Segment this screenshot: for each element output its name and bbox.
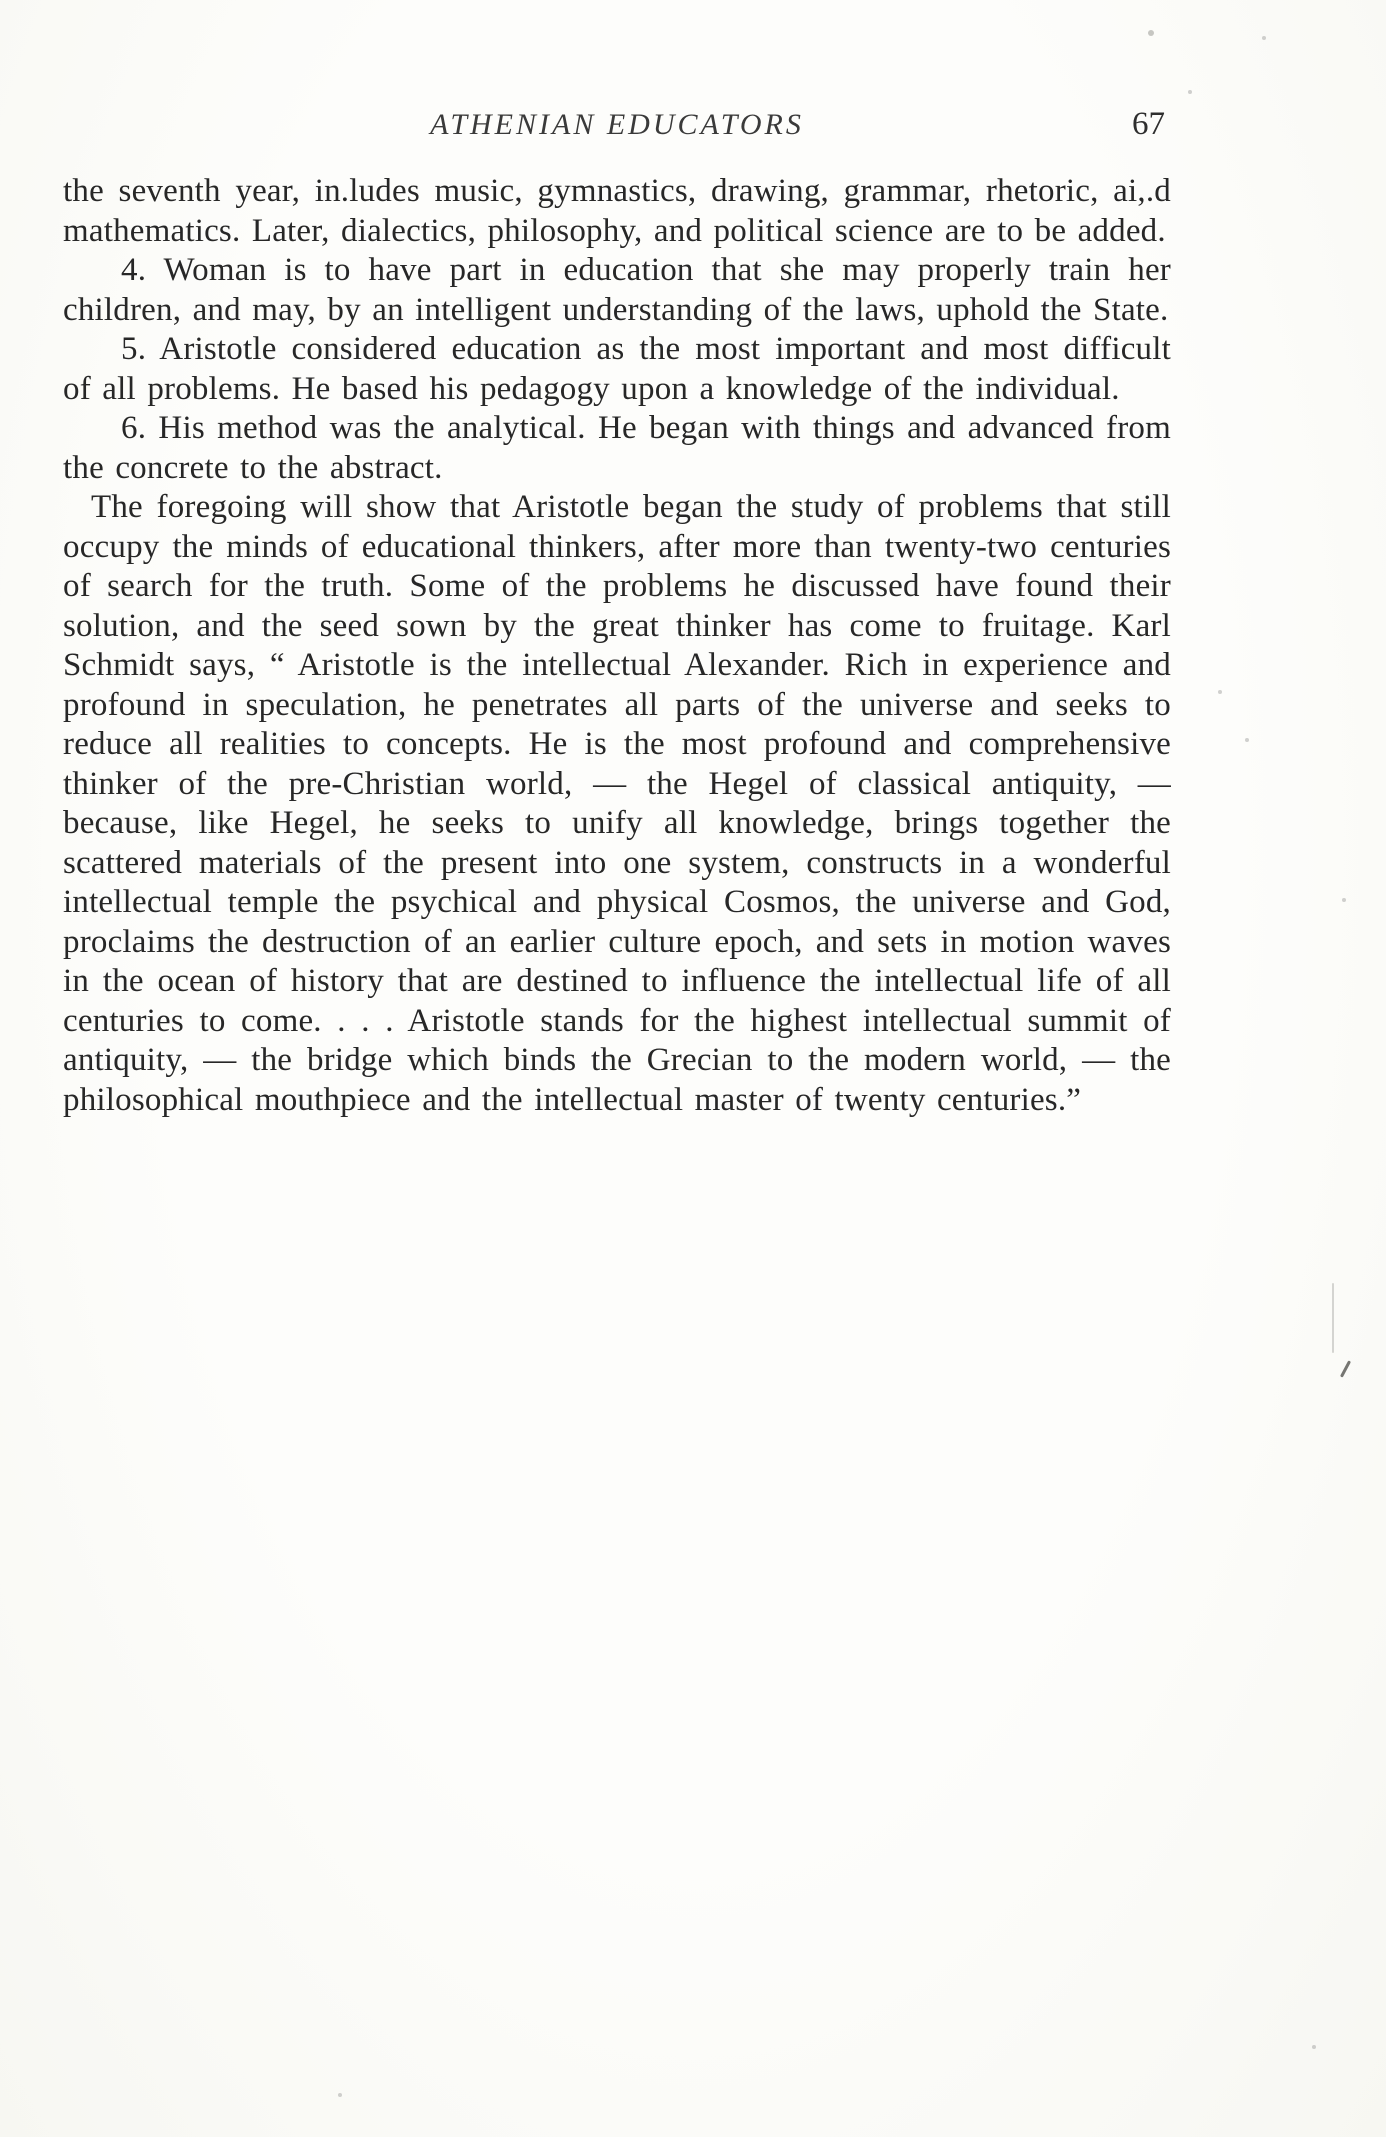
- scan-mark-bottom-left: [338, 2093, 342, 2097]
- page-body-text: [63, 172, 1171, 1120]
- page-number: 67: [1132, 106, 1165, 142]
- paragraph-continuation: the seventh year, in.ludes music, gymnastics, drawing, grammar, rhetoric, ai,.d mathematics. Later, dialectics, philosophy, and political science are to be added.: [63, 173, 1171, 249]
- scan-mark-top-right-1: [1148, 30, 1154, 36]
- paragraph-point-4: 4. Woman is to have part in education that she may properly train her children, and may, by an intelligent understanding of the laws, uphold the State.: [63, 252, 1171, 328]
- paragraph-point-5: 5. Aristotle considered education as the most important and most difficult of all problems. He based his pedagogy upon a knowledge of the individual.: [63, 331, 1171, 407]
- scan-mark-margin-dot-2: [1245, 738, 1249, 742]
- scan-mark-top-right-3: [1188, 90, 1192, 94]
- scan-mark-pencil-tick: [1340, 1360, 1351, 1377]
- paragraph-summary: The foregoing will show that Aristotle began the study of problems that still occupy the minds of educational thinkers, after more than twenty-two centuries of search for the truth. Some of the problems he discussed have found their solution, and the seed sown by the great thinker has come to fruitage. Karl Schmidt says, “ Aristotle is the intellectual Alexander. Rich in experience and profound in speculation, he penetrates all parts of the universe and seeks to reduce all realities to concepts. He is the most profound and comprehensive thinker of the pre-Christian world, — the Hegel of classical antiquity, — because, like Hegel, he seeks to unify all knowledge, brings together the scattered materials of the present into one system, constructs in a wonderful intellectual temple the psychical and physical Cosmos, the universe and God, proclaims the destruction of an earlier culture epoch, and sets in motion waves in the ocean of history that are destined to influence the intellectual life of all centuries to come. . . . Aristotle stands for the highest intellectual summit of antiquity, — the bridge which binds the Grecian to the modern world, — the philosophical mouthpiece and the intellectual master of twenty centuries.”: [63, 489, 1171, 1118]
- scan-mark-margin-dot-1: [1218, 690, 1222, 694]
- scan-mark-bottom-right: [1312, 2045, 1316, 2049]
- paragraph-point-6: 6. His method was the analytical. He began with things and advanced from the concrete to the abstract.: [63, 410, 1171, 486]
- page-title: ATHENIAN EDUCATORS: [430, 108, 804, 141]
- scan-mark-vertical-line: [1332, 1283, 1334, 1353]
- scan-mark-top-right-2: [1262, 36, 1266, 40]
- scan-mark-margin-dot-3: [1342, 898, 1346, 902]
- running-head: [63, 106, 1171, 152]
